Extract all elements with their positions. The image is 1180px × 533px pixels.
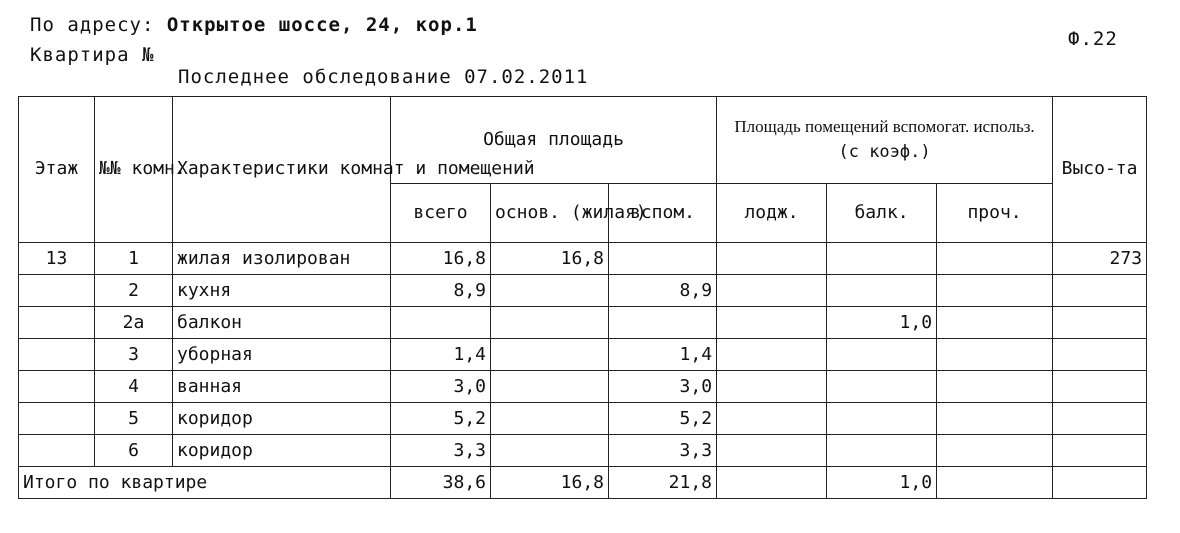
cell-floor: [19, 339, 95, 371]
sub-total-header: всего: [391, 184, 491, 243]
cell-floor: [19, 403, 95, 435]
cell-loggia: [717, 371, 827, 403]
totals-other: [937, 467, 1053, 499]
area-table: [18, 96, 1147, 499]
cell-loggia: [717, 275, 827, 307]
cell-main: [491, 435, 609, 467]
totals-loggia: [717, 467, 827, 499]
cell-total: [391, 307, 491, 339]
cell-floor: [19, 435, 95, 467]
cell-name: кухня: [173, 275, 391, 307]
cell-other: [937, 339, 1053, 371]
table-row: [19, 275, 1147, 307]
cell-room: 4: [95, 371, 173, 403]
table-row: [19, 307, 1147, 339]
cell-name: уборная: [173, 339, 391, 371]
cell-main: 16,8: [491, 243, 609, 275]
cell-main: [491, 371, 609, 403]
totals-height: [1053, 467, 1147, 499]
sub-main-header: основ. (жилая): [491, 184, 609, 243]
address-value: Открытое шоссе, 24, кор.1: [166, 14, 478, 36]
aux-area-coef: (с коэф.): [838, 142, 931, 162]
cell-loggia: [717, 435, 827, 467]
cell-other: [937, 243, 1053, 275]
cell-name: жилая изолирован: [173, 243, 391, 275]
cell-aux: [609, 307, 717, 339]
cell-room: 2а: [95, 307, 173, 339]
cell-floor: [19, 371, 95, 403]
survey-date-line: Последнее обследование 07.02.2011: [178, 66, 589, 88]
cell-aux: 3,3: [609, 435, 717, 467]
cell-main: [491, 275, 609, 307]
cell-other: [937, 371, 1053, 403]
totals-aux: 21,8: [609, 467, 717, 499]
cell-height: [1053, 307, 1147, 339]
table-row: [19, 403, 1147, 435]
cell-name: балкон: [173, 307, 391, 339]
cell-room: 3: [95, 339, 173, 371]
cell-balcony: [827, 275, 937, 307]
cell-balcony: [827, 243, 937, 275]
col-aux-area-header: [717, 97, 1053, 184]
cell-room: 6: [95, 435, 173, 467]
address-label: По адресу:: [30, 14, 155, 36]
cell-aux: 5,2: [609, 403, 717, 435]
cell-main: [491, 307, 609, 339]
form-code: Ф.22: [1068, 28, 1118, 50]
cell-room: 5: [95, 403, 173, 435]
cell-total: 8,9: [391, 275, 491, 307]
cell-balcony: [827, 339, 937, 371]
col-height-header: Высо-та: [1053, 97, 1147, 243]
cell-aux: 1,4: [609, 339, 717, 371]
table-row: [19, 371, 1147, 403]
cell-height: [1053, 435, 1147, 467]
cell-main: [491, 403, 609, 435]
cell-balcony: [827, 403, 937, 435]
totals-row: [19, 467, 1147, 499]
table-row: [19, 243, 1147, 275]
cell-aux: 3,0: [609, 371, 717, 403]
sub-loggia-header: лодж.: [717, 184, 827, 243]
cell-other: [937, 307, 1053, 339]
cell-name: ванная: [173, 371, 391, 403]
cell-name: коридор: [173, 403, 391, 435]
sub-aux-header: вспом.: [609, 184, 717, 243]
cell-height: 273: [1053, 243, 1147, 275]
cell-balcony: [827, 435, 937, 467]
cell-room: 1: [95, 243, 173, 275]
cell-loggia: [717, 243, 827, 275]
cell-total: 16,8: [391, 243, 491, 275]
cell-loggia: [717, 339, 827, 371]
table-row: [19, 435, 1147, 467]
totals-label: Итого по квартире: [19, 467, 391, 499]
cell-height: [1053, 371, 1147, 403]
cell-balcony: 1,0: [827, 307, 937, 339]
address-line: [30, 14, 478, 36]
cell-height: [1053, 275, 1147, 307]
totals-total: 38,6: [391, 467, 491, 499]
cell-floor: [19, 275, 95, 307]
cell-other: [937, 275, 1053, 307]
cell-loggia: [717, 307, 827, 339]
cell-height: [1053, 339, 1147, 371]
apartment-label: Квартира №: [30, 44, 155, 66]
cell-total: 3,0: [391, 371, 491, 403]
cell-height: [1053, 403, 1147, 435]
cell-name: коридор: [173, 435, 391, 467]
cell-main: [491, 339, 609, 371]
sub-other-header: проч.: [937, 184, 1053, 243]
cell-aux: 8,9: [609, 275, 717, 307]
cell-total: 1,4: [391, 339, 491, 371]
sub-balcony-header: балк.: [827, 184, 937, 243]
cell-room: 2: [95, 275, 173, 307]
col-room-no-header: №№ комн.: [95, 97, 173, 243]
cell-total: 3,3: [391, 435, 491, 467]
cell-aux: [609, 243, 717, 275]
cell-other: [937, 435, 1053, 467]
cell-other: [937, 403, 1053, 435]
cell-floor: 13: [19, 243, 95, 275]
aux-area-title: Площадь помещений вспомогат. использ.: [734, 117, 1035, 137]
cell-balcony: [827, 371, 937, 403]
cell-floor: [19, 307, 95, 339]
col-total-area-header: Общая площадь: [391, 97, 717, 184]
col-floor-header: Этаж: [19, 97, 95, 243]
totals-main: 16,8: [491, 467, 609, 499]
totals-balcony: 1,0: [827, 467, 937, 499]
table-row: [19, 339, 1147, 371]
cell-loggia: [717, 403, 827, 435]
col-characteristics-header: Характеристики комнат и помещений: [173, 97, 391, 243]
cell-total: 5,2: [391, 403, 491, 435]
